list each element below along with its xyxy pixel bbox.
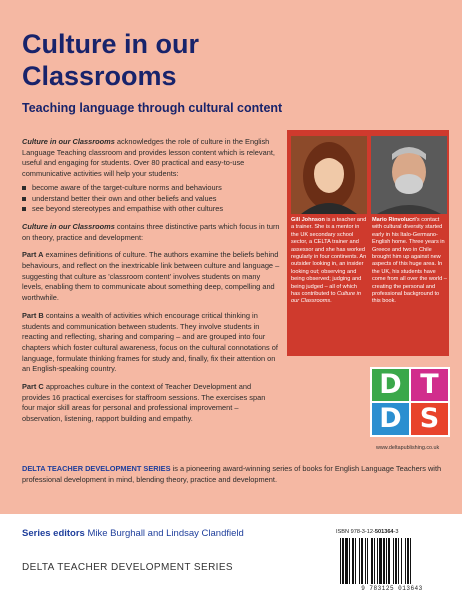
author-photo-mario-rinvolucri (371, 136, 447, 214)
barcode-bar (361, 538, 363, 584)
list-item: understand better their own and other beliefs and values (22, 194, 280, 205)
logo-letter: S (411, 403, 448, 435)
barcode-bar (349, 538, 350, 584)
series-editors-label: Series editors (22, 528, 85, 539)
barcode-bar (367, 538, 368, 584)
logo-letter: T (411, 369, 448, 401)
isbn (336, 529, 399, 535)
barcode-bar (379, 538, 382, 584)
barcode-bar (355, 538, 356, 584)
barcode-bar (383, 538, 385, 584)
author-bio-text: 's contact with cultural diversity started early in his Italo-Germano-English home. Three years in Greece and two in Chile brought him up against new aspects of this huge area. In the UK, his students have come from all over the world – creating the personal and professional background to this book. (372, 217, 447, 305)
part-b-paragraph (22, 311, 280, 375)
dtds-logo (370, 367, 450, 437)
barcode-bar (401, 538, 402, 584)
part-a-paragraph (22, 250, 280, 304)
intro-text: acknowledges the role of culture in the English Language Teaching classroom and provides lesson content which is relevant, useful and engaging for students. Over 80 practical and easy-to-use communicative activities will help your students: (22, 137, 275, 179)
barcode-bar (340, 538, 341, 584)
barcode-bar (405, 538, 406, 584)
isbn-suffix: -3 (393, 529, 399, 535)
author-bio-end: . (330, 298, 332, 305)
part-c-text: approaches culture in the context of Teacher Development and provides 16 practical exercises for staffroom sessions. The exercises span four major skill areas for personal and professional improvement – observation, listening, rapport building and empathy. (22, 382, 266, 424)
author-photo-gill-johnson (291, 136, 367, 214)
barcode-bar (386, 538, 387, 584)
series-blurb (22, 464, 450, 485)
barcode-bar (388, 538, 390, 584)
barcode-bar (393, 538, 394, 584)
book-title: Culture in our Classrooms (22, 29, 199, 91)
barcode-bar (365, 538, 366, 584)
intro-book-title: Culture in our Classrooms (22, 137, 115, 146)
part-c-paragraph (22, 382, 280, 425)
part-b-label: Part B (22, 310, 44, 320)
author-bio-text: is a teacher and a trainer. She is a mentor in the UK secondary school sector, a CELTA trainer and assessor and she has worked regularly in four continents. An outsider looking in, an insider looking out; observing and being observed; judging and being judged – all of which has contributed to (291, 217, 367, 298)
isbn-bold: 501364 (374, 529, 394, 535)
part-b-text: contains a wealth of activities which encourage critical thinking in students and communication between students. They involve students in reacting and reflecting, sharing and comparing – and are grouped into four chapters which foster cultural awareness, focus on the cultural connotations of language, formulate thinking frames for study and, finally, fix their attention on an English-speaking country. (22, 310, 278, 374)
part-c-label: Part C (22, 382, 44, 392)
author-bio-gill-johnson (291, 217, 367, 306)
benefit-list (22, 183, 280, 215)
list-item: become aware of the target-culture norms and behaviours (22, 183, 280, 194)
author-bio-book-title: Culture in our Classrooms (291, 291, 361, 305)
author-name: Gill Johnson (291, 217, 325, 223)
sections-intro-paragraph (22, 222, 280, 243)
list-item: see beyond stereotypes and empathise with other cultures (22, 204, 280, 215)
barcode (336, 538, 448, 584)
barcode-bar (374, 538, 375, 584)
intro-paragraph (22, 137, 280, 180)
barcode-bar (352, 538, 354, 584)
isbn-prefix: ISBN 978-3-12- (336, 529, 375, 535)
barcode-bar (410, 538, 411, 584)
author-name: Mario Rinvolucri (372, 217, 416, 223)
barcode-bar (371, 538, 373, 584)
part-a-text: examines definitions of culture. The authors examine the beliefs behind behaviours, and reflect on the inextricable link between culture and language – suggesting that culture as 'classroom content' involves students on many levels, enabling them to communicate about something deep, compelling and worthwhile. (22, 250, 280, 303)
description (22, 137, 280, 432)
barcode-bar (398, 538, 399, 584)
sections-book-title: Culture in our Classrooms (22, 221, 115, 231)
barcode-bar (342, 538, 344, 584)
series-blurb-name: DELTA TEACHER DEVELOPMENT SERIES (22, 464, 171, 473)
author-bio-mario-rinvolucri (372, 217, 448, 306)
book-subtitle: Teaching language through cultural content (22, 101, 283, 115)
barcode-bar (377, 538, 378, 584)
barcode-bar (407, 538, 409, 584)
logo-letter: D (372, 403, 409, 435)
series-blurb-text: is a pioneering award-winning series of books for English Language Teachers with professional development in mind, blending theory, practice and development. (22, 464, 442, 484)
barcode-bar (359, 538, 360, 584)
series-editors-names: Mike Burghall and Lindsay Clandfield (84, 528, 244, 539)
series-editors (22, 528, 244, 539)
logo-letter: D (372, 369, 409, 401)
barcode-number: 9 783125 013643 (361, 585, 423, 592)
sections-intro-text: contains three distinctive parts which focus in turn on theory, practice and development: (22, 221, 280, 242)
barcode-bar (345, 538, 348, 584)
publisher-url[interactable]: www.deltapublishing.co.uk (376, 445, 440, 451)
part-a-label: Part A (22, 250, 44, 260)
barcode-bar (395, 538, 397, 584)
series-name: DELTA TEACHER DEVELOPMENT SERIES (22, 562, 234, 573)
